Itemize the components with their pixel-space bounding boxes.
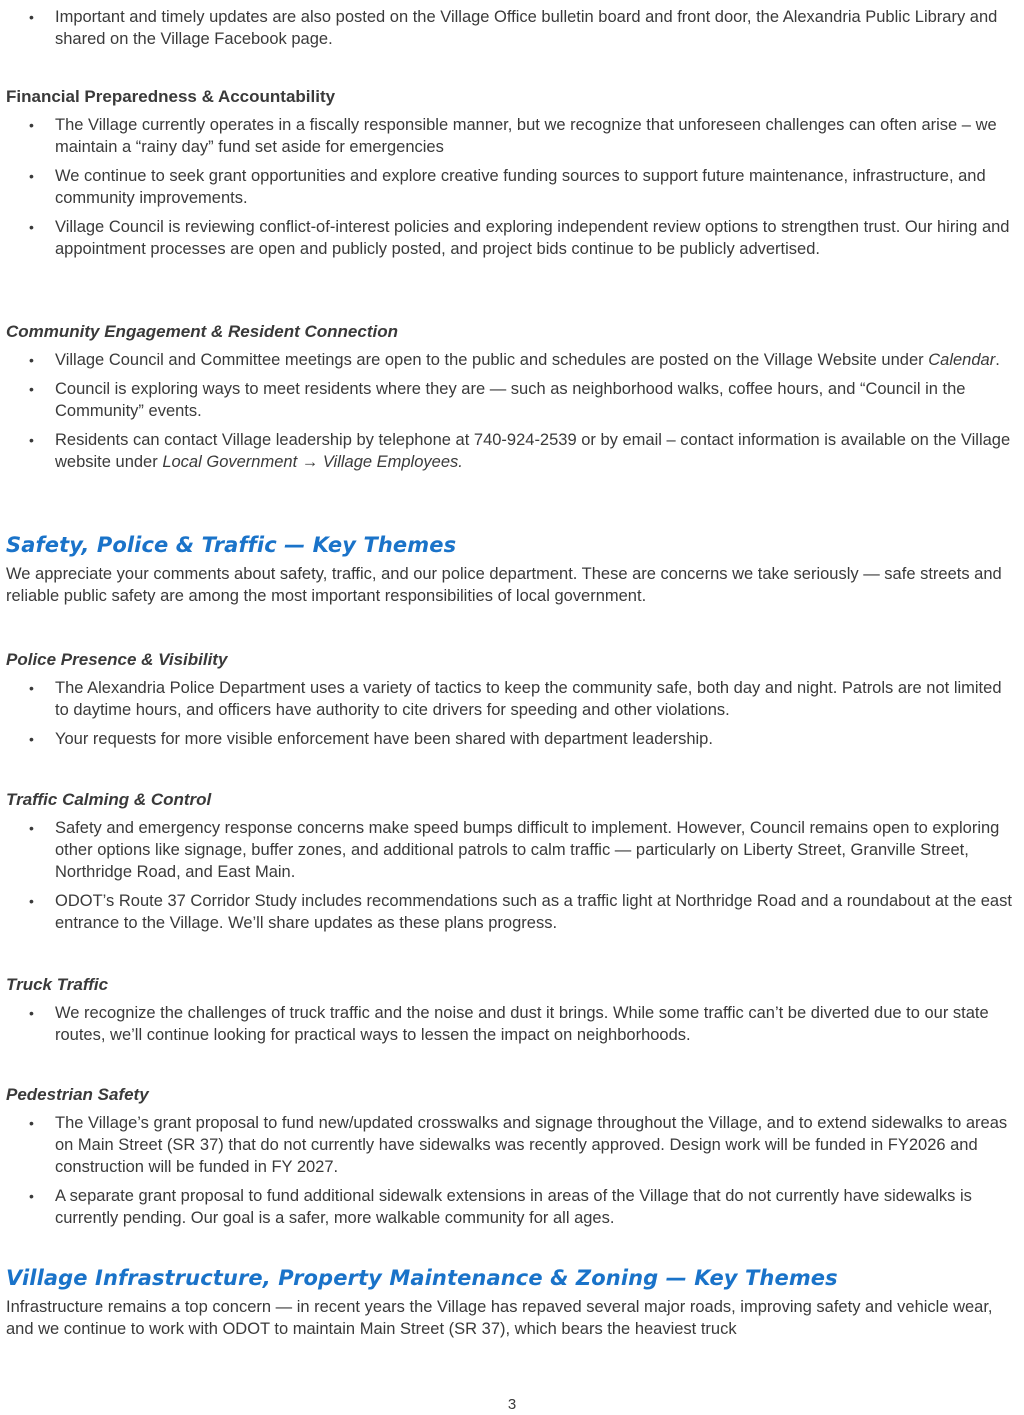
- pedestrian-heading: Pedestrian Safety: [6, 1085, 149, 1104]
- traffic-section: [6, 789, 1016, 941]
- list-item: • Council is exploring ways to meet residents where they are — such as neighborhood walks, coffee hours, and “Council in the Community” events.: [29, 380, 966, 420]
- community-heading: Community Engagement & Resident Connection: [6, 322, 398, 341]
- police-list: [6, 677, 1016, 750]
- traffic-heading: Traffic Calming & Control: [6, 790, 212, 809]
- list-item: • Important and timely updates are also posted on the Village Office bulletin board and front door, the Alexandria Public Library and shared on the Village Facebook page.: [29, 8, 998, 48]
- bullet-icon: •: [29, 432, 34, 448]
- community-section: [6, 321, 1016, 480]
- list-item: • Village Council and Committee meetings are open to the public and schedules are posted on the Village Website under Calendar.: [29, 351, 1000, 369]
- list-item: • Safety and emergency response concerns make speed bumps difficult to implement. However, Council remains open to exploring other options like signage, buffer zones, and additional patrols to calm traffic — particularly on Liberty Street, Granville Street, Northridge Road, and East Main.: [29, 819, 1000, 881]
- infrastructure-section: [6, 1264, 1016, 1340]
- calendar-link-text: Calendar: [928, 351, 996, 369]
- employees-path-text: Local Government → Village Employees.: [162, 453, 463, 471]
- bullet-icon: •: [29, 168, 34, 184]
- safety-heading: Safety, Police & Traffic — Key Themes: [6, 533, 457, 557]
- truck-list: [6, 1002, 1016, 1046]
- list-item: • A separate grant proposal to fund additional sidewalk extensions in areas of the Village that do not currently have sidewalks is currently pending. Our goal is a safer, more walkable community for all ages.: [29, 1187, 972, 1227]
- community-list: [6, 349, 1016, 473]
- infrastructure-intro: Infrastructure remains a top concern — in recent years the Village has repaved several major roads, improving safety and vehicle wear, and we continue to work with ODOT to maintain Main Street (SR 37), which bears the heaviest truck: [6, 1298, 993, 1338]
- list-item: • The Village currently operates in a fiscally responsible manner, but we recognize that unforeseen challenges can often arise – we maintain a “rainy day” fund set aside for emergencies: [29, 116, 997, 156]
- list-item: • ODOT’s Route 37 Corridor Study includes recommendations such as a traffic light at Northridge Road and a roundabout at the east entrance to the Village. We’ll share updates as these plans progress.: [29, 892, 1012, 932]
- police-heading: Police Presence & Visibility: [6, 650, 228, 669]
- bullet-icon: •: [29, 1115, 34, 1131]
- bullet-icon: •: [29, 117, 34, 133]
- safety-intro: We appreciate your comments about safety, traffic, and our police department. These are concerns we take seriously — safe streets and reliable public safety are among the most important responsibilities of local government.: [6, 565, 1002, 605]
- infrastructure-heading: Village Infrastructure, Property Maintenance & Zoning — Key Themes: [6, 1266, 838, 1290]
- bullet-icon: •: [29, 1005, 34, 1021]
- bullet-icon: •: [29, 219, 34, 235]
- pedestrian-section: [6, 1084, 1016, 1236]
- list-item: • Your requests for more visible enforcement have been shared with department leadership.: [29, 730, 713, 748]
- bullet-icon: •: [29, 381, 34, 397]
- list-item: • Residents can contact Village leadership by telephone at 740-924-2539 or by email – contact information is available on the Village website under Local Government → Village Employees.: [29, 431, 1011, 471]
- list-item: • We recognize the challenges of truck traffic and the noise and dust it brings. While some traffic can’t be diverted due to our state routes, we’ll continue looking for practical ways to lessen the impact on neighborhoods.: [29, 1004, 989, 1044]
- list-item: • The Village’s grant proposal to fund new/updated crosswalks and signage throughout the Village, and to extend sidewalks to areas on Main Street (SR 37) that do not currently have sidewalks was recently approved. Design work will be funded in FY2026 and construction will be funded in FY 2027.: [29, 1114, 1008, 1176]
- bullet-icon: •: [29, 9, 34, 25]
- bullet-icon: •: [29, 1188, 34, 1204]
- list-item: • We continue to seek grant opportunities and explore creative funding sources to support future maintenance, infrastructure, and community improvements.: [29, 167, 986, 207]
- intro-list: [6, 6, 1016, 57]
- truck-section: [6, 974, 1016, 1053]
- financial-section: [6, 86, 1016, 267]
- list-item: • The Alexandria Police Department uses a variety of tactics to keep the community safe, both day and night. Patrols are not limited to daytime hours, and officers have authority to cite drivers for speeding and other violations.: [29, 679, 1002, 719]
- page-number: 3: [507, 1396, 517, 1413]
- truck-heading: Truck Traffic: [6, 975, 109, 994]
- list-item: • Village Council is reviewing conflict-of-interest policies and exploring independent review options to strengthen trust. Our hiring and appointment processes are open and publicly posted, and project bids continue to be publicly advertised.: [29, 218, 1010, 258]
- financial-list: [6, 114, 1016, 260]
- bullet-icon: •: [29, 352, 34, 368]
- police-section: [6, 649, 1016, 757]
- bullet-icon: •: [29, 820, 34, 836]
- bullet-icon: •: [29, 893, 34, 909]
- pedestrian-list: [6, 1112, 1016, 1229]
- safety-section: [6, 531, 1016, 607]
- financial-heading: Financial Preparedness & Accountability: [6, 87, 336, 106]
- traffic-list: [6, 817, 1016, 934]
- bullet-icon: •: [29, 731, 34, 747]
- bullet-icon: •: [29, 680, 34, 696]
